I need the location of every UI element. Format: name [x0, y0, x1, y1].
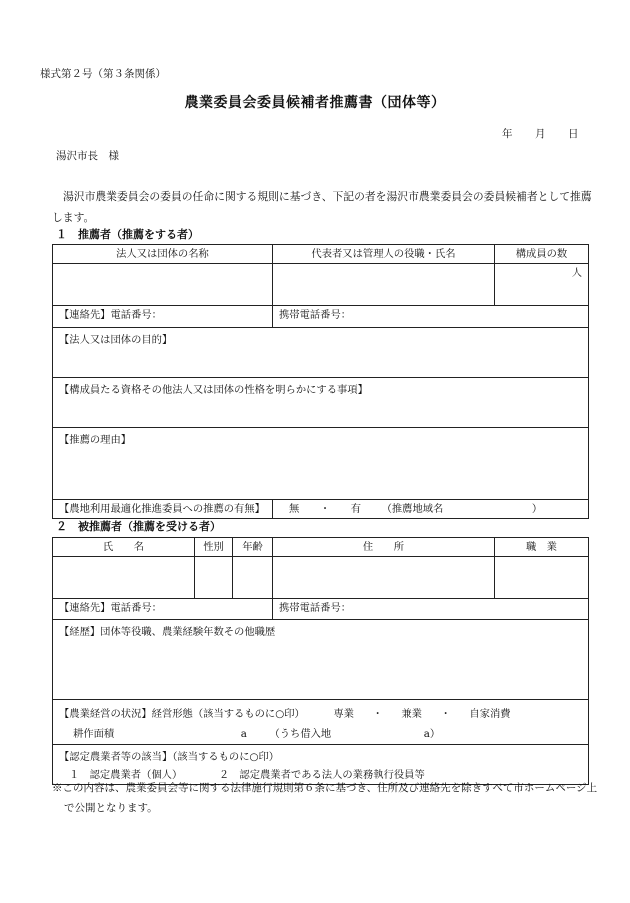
header-occupation: 職 業 [495, 538, 589, 557]
org-purpose-field[interactable] [53, 328, 589, 378]
mobile-label: 携帯電話番号： [279, 309, 352, 321]
phone-field[interactable] [53, 306, 273, 328]
certified-individual-option[interactable]: １ 認定農業者（個人） [69, 769, 183, 781]
promoter-none-option[interactable]: 無 [289, 503, 300, 515]
date-year: 年 [502, 128, 513, 140]
borrowed-area-close: a） [423, 728, 441, 740]
header-address: 住 所 [273, 538, 495, 557]
area-label: 耕作面積 [73, 728, 115, 740]
representative-field[interactable] [273, 264, 495, 306]
header-representative: 代表者又は管理人の役職・氏名 [273, 245, 495, 264]
nominee-sex-field[interactable] [195, 557, 233, 599]
farm-fulltime-option[interactable]: 専業 [333, 708, 354, 720]
farm-type-row [59, 704, 582, 724]
recommendation-reason-field[interactable] [53, 428, 589, 500]
header-org-name: 法人又は団体の名称 [53, 245, 273, 264]
header-name: 氏 名 [53, 538, 195, 557]
header-age: 年齢 [233, 538, 273, 557]
area-unit: a [240, 728, 247, 740]
member-unit: 人 [571, 267, 582, 279]
nominee-phone-label: 【連絡先】電話番号： [59, 602, 162, 614]
intro-paragraph: 湯沢市農業委員会の委員の任命に関する規則に基づき、下記の者を湯沢市農業委員会の委員候補者として推薦します。 [52, 190, 592, 224]
nominee-phone-field[interactable] [53, 599, 273, 620]
org-nature-label: 【構成員たる資格その他法人又は団体の性格を明らかにする事項】 [59, 384, 368, 396]
nominee-table [52, 537, 589, 785]
promoter-label-cell [53, 500, 273, 519]
promoter-area-close: ） [531, 503, 543, 515]
farm-area-row [59, 724, 582, 744]
nominee-mobile-field[interactable] [273, 599, 589, 620]
section1-heading: １ 推薦者（推薦をする者） [56, 228, 199, 241]
org-purpose-label: 【法人又は団体の目的】 [59, 334, 173, 346]
nominee-name-field[interactable] [53, 557, 195, 599]
certified-corporate-option[interactable]: ２ 認定農業者である法人の業務執行役員等 [218, 769, 425, 781]
disclosure-note: ※この内容は、農業委員会等に関する法律施行規則第６条に基づき、住所及び連絡先を除きすべて市ホームページ上で公開となります。 [52, 782, 598, 814]
certified-label: 【認定農業者等の該当】（該当するものに○印） [59, 751, 280, 763]
promoter-separator: ・ [319, 503, 331, 515]
nominee-occupation-field[interactable] [495, 557, 589, 599]
date-month: 月 [535, 128, 546, 140]
farm-selfuse-option[interactable]: 自家消費 [469, 708, 511, 720]
member-count-field[interactable] [495, 264, 589, 306]
promoter-area-open: （推薦地域名 [381, 503, 444, 515]
org-nature-field[interactable] [53, 378, 589, 428]
nominee-age-field[interactable] [233, 557, 273, 599]
promoter-choice-cell[interactable] [273, 500, 589, 519]
org-name-field[interactable] [53, 264, 273, 306]
date-day: 日 [568, 128, 579, 140]
farm-parttime-option[interactable]: 兼業 [401, 708, 422, 720]
recommendation-reason-label: 【推薦の理由】 [59, 434, 132, 446]
document-title: 農業委員会委員候補者推薦書（団体等） [184, 95, 446, 111]
nominee-address-field[interactable] [273, 557, 495, 599]
phone-label: 【連絡先】電話番号： [59, 309, 162, 321]
form-number: 様式第２号（第３条関係） [40, 68, 166, 80]
addressee: 湯沢市長 様 [56, 150, 119, 162]
header-sex: 性別 [195, 538, 233, 557]
career-field[interactable] [53, 620, 589, 700]
mobile-field[interactable] [273, 306, 589, 328]
borrowed-area-open: （うち借入地 [269, 728, 332, 740]
header-member-count: 構成員の数 [495, 245, 589, 264]
recommender-table [52, 244, 589, 519]
farm-separator-1: ・ [372, 708, 383, 720]
farm-type-label: 【農業経営の状況】経営形態（該当するものに○印） [59, 708, 305, 720]
farm-separator-2: ・ [440, 708, 451, 720]
section2-heading: ２ 被推薦者（推薦を受ける者） [56, 520, 221, 533]
career-label: 【経歴】団体等役職、農業経験年数その他職歴 [59, 626, 276, 638]
farm-status-field[interactable] [53, 700, 589, 745]
nominee-mobile-label: 携帯電話番号： [279, 602, 352, 614]
promoter-label: 【農地利用最適化推進委員への推薦の有無】 [59, 503, 265, 515]
promoter-yes-option[interactable]: 有 [350, 503, 362, 515]
